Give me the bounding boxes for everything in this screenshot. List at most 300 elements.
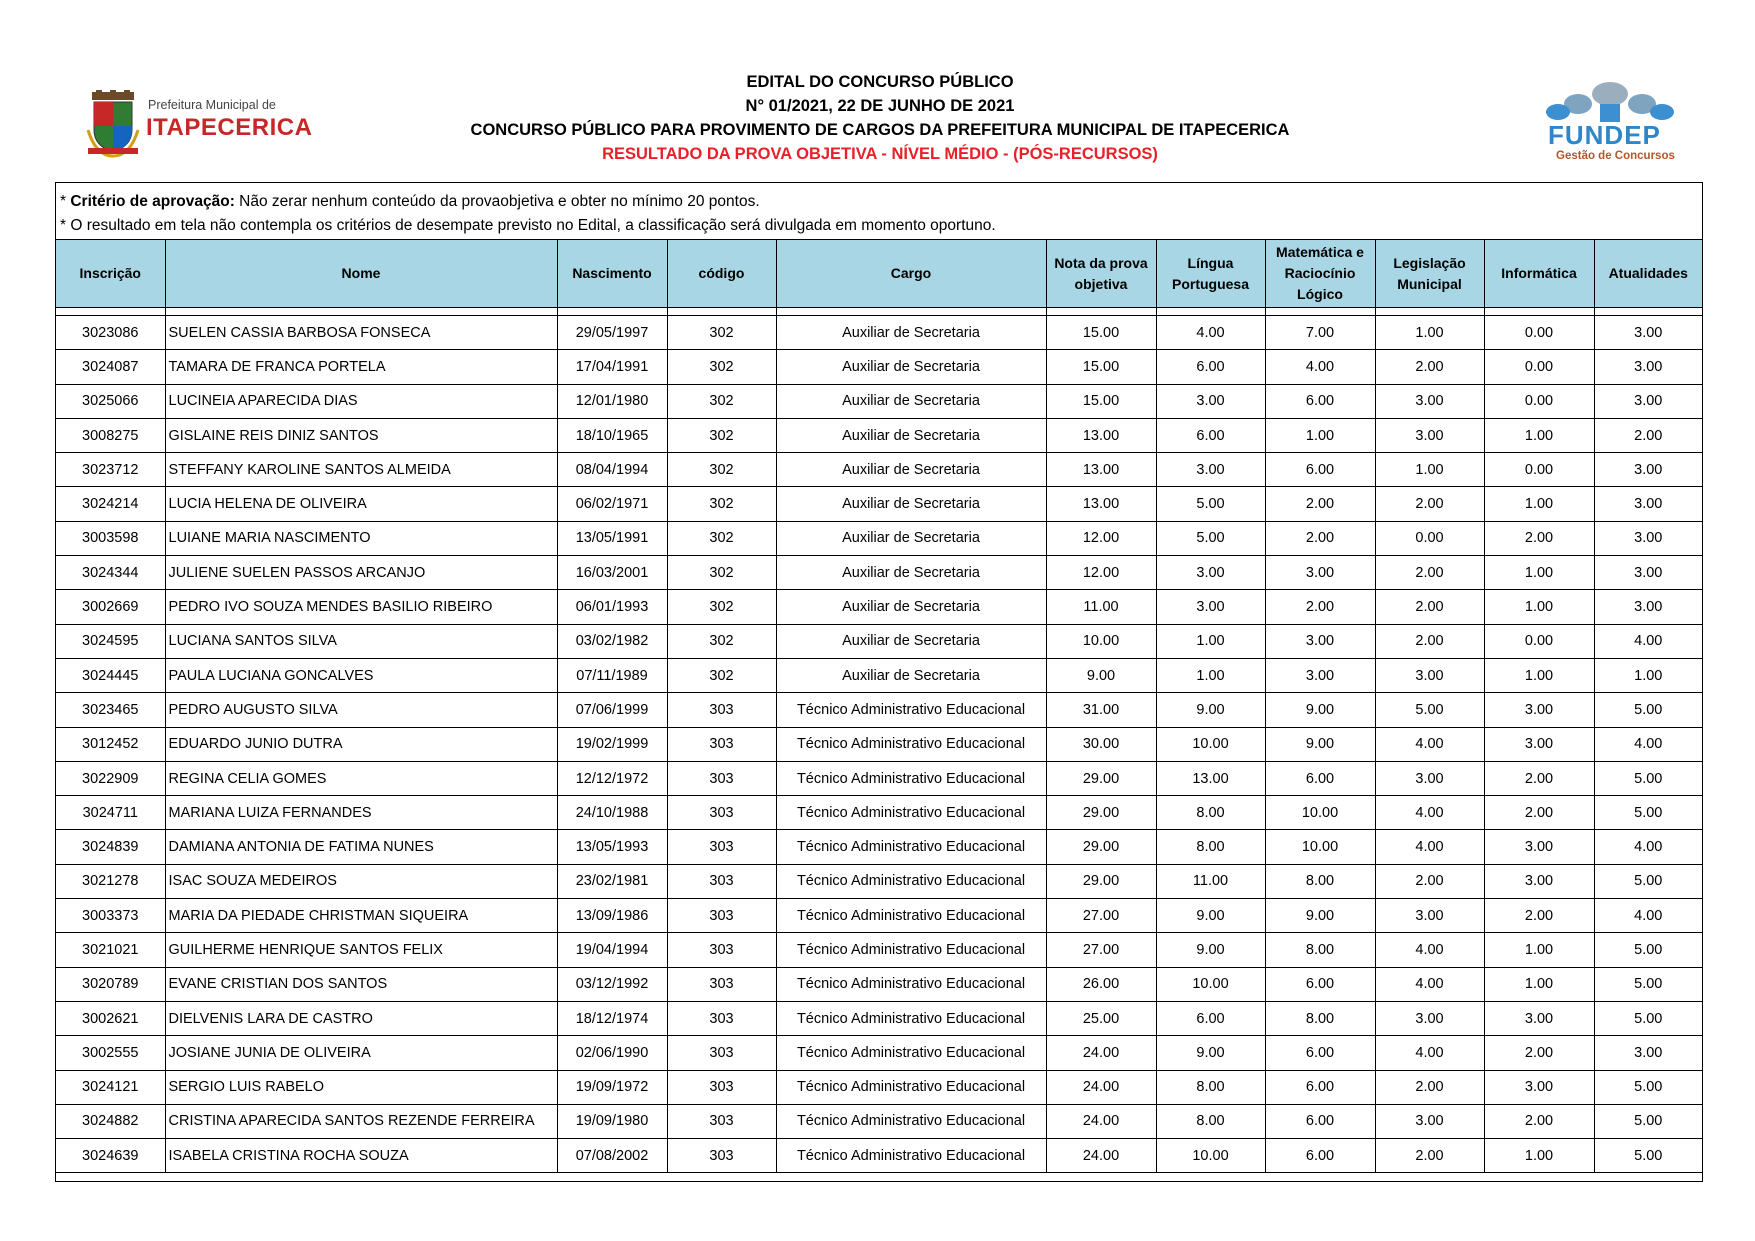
legislacao-cell: 3.00 <box>1375 418 1484 452</box>
codigo-cell: 303 <box>667 796 776 830</box>
fundep-cloud-icon <box>1538 80 1683 124</box>
atualidades-cell: 3.00 <box>1594 521 1702 555</box>
inscricao-cell: 3002669 <box>56 590 165 624</box>
lingua-cell: 4.00 <box>1156 316 1265 350</box>
nascimento-cell: 29/05/1997 <box>557 316 667 350</box>
legislacao-cell: 4.00 <box>1375 933 1484 967</box>
nota-cell: 9.00 <box>1046 658 1156 692</box>
nascimento-cell: 18/12/1974 <box>557 1001 667 1035</box>
nome-cell: JULIENE SUELEN PASSOS ARCANJO <box>165 556 557 590</box>
cargo-cell: Auxiliar de Secretaria <box>776 487 1046 521</box>
legislacao-cell: 3.00 <box>1375 899 1484 933</box>
cargo-cell: Técnico Administrativo Educacional <box>776 727 1046 761</box>
nome-cell: EVANE CRISTIAN DOS SANTOS <box>165 967 557 1001</box>
col-inscricao: Inscrição <box>56 240 165 308</box>
nota-cell: 15.00 <box>1046 384 1156 418</box>
table-header-row <box>56 240 1702 308</box>
nascimento-cell: 13/05/1993 <box>557 830 667 864</box>
nota-cell: 29.00 <box>1046 761 1156 795</box>
atualidades-cell: 5.00 <box>1594 1070 1702 1104</box>
nome-cell: PEDRO IVO SOUZA MENDES BASILIO RIBEIRO <box>165 590 557 624</box>
nome-cell: LUCIANA SANTOS SILVA <box>165 624 557 658</box>
nome-cell: EDUARDO JUNIO DUTRA <box>165 727 557 761</box>
legislacao-cell: 2.00 <box>1375 624 1484 658</box>
nascimento-cell: 19/02/1999 <box>557 727 667 761</box>
nome-cell: GUILHERME HENRIQUE SANTOS FELIX <box>165 933 557 967</box>
results-box <box>55 182 1703 1182</box>
codigo-cell: 302 <box>667 418 776 452</box>
codigo-cell: 302 <box>667 556 776 590</box>
nota-cell: 15.00 <box>1046 316 1156 350</box>
result-title: RESULTADO DA PROVA OBJETIVA - NÍVEL MÉDIO - (PÓS-RECURSOS) <box>602 145 1158 163</box>
nome-cell: PAULA LUCIANA GONCALVES <box>165 658 557 692</box>
informatica-cell: 3.00 <box>1484 1070 1594 1104</box>
lingua-cell: 8.00 <box>1156 796 1265 830</box>
inscricao-cell: 3022909 <box>56 761 165 795</box>
matematica-cell: 6.00 <box>1265 453 1375 487</box>
lingua-cell: 9.00 <box>1156 1036 1265 1070</box>
lingua-cell: 6.00 <box>1156 1001 1265 1035</box>
cargo-cell: Técnico Administrativo Educacional <box>776 864 1046 898</box>
lingua-cell: 10.00 <box>1156 727 1265 761</box>
matematica-cell: 9.00 <box>1265 899 1375 933</box>
nascimento-cell: 06/01/1993 <box>557 590 667 624</box>
codigo-cell: 302 <box>667 590 776 624</box>
nota-cell: 30.00 <box>1046 727 1156 761</box>
concurso-title: CONCURSO PÚBLICO PARA PROVIMENTO DE CARGOS DA PREFEITURA MUNICIPAL DE ITAPECERICA <box>470 121 1290 139</box>
matematica-cell: 8.00 <box>1265 1001 1375 1035</box>
table-row <box>56 1139 1702 1173</box>
informatica-cell: 1.00 <box>1484 1139 1594 1173</box>
col-nome: Nome <box>165 240 557 308</box>
fundep-tagline: Gestão de Concursos <box>1556 150 1675 162</box>
table-row <box>56 521 1702 555</box>
col-atualidades: Atualidades <box>1594 240 1702 308</box>
nome-cell: MARIANA LUIZA FERNANDES <box>165 796 557 830</box>
nascimento-cell: 13/09/1986 <box>557 899 667 933</box>
nascimento-cell: 06/02/1971 <box>557 487 667 521</box>
matematica-cell: 4.00 <box>1265 350 1375 384</box>
inscricao-cell: 3024595 <box>56 624 165 658</box>
lingua-cell: 10.00 <box>1156 1139 1265 1173</box>
col-lingua: Língua Portuguesa <box>1156 240 1265 308</box>
nome-cell: DIELVENIS LARA DE CASTRO <box>165 1001 557 1035</box>
note-tiebreak: * O resultado em tela não contempla os critérios de desempate previsto no Edital, a classificação será divulgada em momento oportuno. <box>60 217 996 234</box>
inscricao-cell: 3020789 <box>56 967 165 1001</box>
lingua-cell: 3.00 <box>1156 384 1265 418</box>
nota-cell: 13.00 <box>1046 487 1156 521</box>
lingua-cell: 11.00 <box>1156 864 1265 898</box>
nascimento-cell: 08/04/1994 <box>557 453 667 487</box>
inscricao-cell: 3024344 <box>56 556 165 590</box>
matematica-cell: 9.00 <box>1265 727 1375 761</box>
codigo-cell: 303 <box>667 830 776 864</box>
matematica-cell: 6.00 <box>1265 967 1375 1001</box>
inscricao-cell: 3023086 <box>56 316 165 350</box>
table-row <box>56 864 1702 898</box>
inscricao-cell: 3002555 <box>56 1036 165 1070</box>
cargo-cell: Técnico Administrativo Educacional <box>776 967 1046 1001</box>
nota-cell: 29.00 <box>1046 830 1156 864</box>
lingua-cell: 9.00 <box>1156 933 1265 967</box>
matematica-cell: 10.00 <box>1265 830 1375 864</box>
informatica-cell: 0.00 <box>1484 624 1594 658</box>
table-row <box>56 796 1702 830</box>
informatica-cell: 3.00 <box>1484 830 1594 864</box>
nome-cell: PEDRO AUGUSTO SILVA <box>165 693 557 727</box>
cargo-cell: Auxiliar de Secretaria <box>776 453 1046 487</box>
lingua-cell: 6.00 <box>1156 418 1265 452</box>
lingua-cell: 1.00 <box>1156 658 1265 692</box>
lingua-cell: 8.00 <box>1156 1104 1265 1138</box>
table-row <box>56 316 1702 350</box>
inscricao-cell: 3023465 <box>56 693 165 727</box>
nascimento-cell: 12/01/1980 <box>557 384 667 418</box>
atualidades-cell: 4.00 <box>1594 899 1702 933</box>
cargo-cell: Técnico Administrativo Educacional <box>776 1001 1046 1035</box>
atualidades-cell: 4.00 <box>1594 727 1702 761</box>
inscricao-cell: 3008275 <box>56 418 165 452</box>
nascimento-cell: 19/09/1980 <box>557 1104 667 1138</box>
table-row <box>56 933 1702 967</box>
legislacao-cell: 2.00 <box>1375 350 1484 384</box>
inscricao-cell: 3024839 <box>56 830 165 864</box>
nota-cell: 27.00 <box>1046 933 1156 967</box>
atualidades-cell: 2.00 <box>1594 418 1702 452</box>
table-row <box>56 658 1702 692</box>
inscricao-cell: 3024214 <box>56 487 165 521</box>
codigo-cell: 303 <box>667 1001 776 1035</box>
informatica-cell: 1.00 <box>1484 933 1594 967</box>
atualidades-cell: 3.00 <box>1594 590 1702 624</box>
matematica-cell: 2.00 <box>1265 521 1375 555</box>
atualidades-cell: 3.00 <box>1594 350 1702 384</box>
lingua-cell: 5.00 <box>1156 487 1265 521</box>
col-legislacao: Legislação Municipal <box>1375 240 1484 308</box>
logo-title: ITAPECERICA <box>146 114 313 141</box>
inscricao-cell: 3002621 <box>56 1001 165 1035</box>
fundep-name: FUNDEP <box>1548 120 1661 150</box>
table-row <box>56 1036 1702 1070</box>
atualidades-cell: 5.00 <box>1594 1001 1702 1035</box>
legislacao-cell: 2.00 <box>1375 864 1484 898</box>
atualidades-cell: 5.00 <box>1594 967 1702 1001</box>
lingua-cell: 8.00 <box>1156 1070 1265 1104</box>
nascimento-cell: 03/12/1992 <box>557 967 667 1001</box>
codigo-cell: 302 <box>667 521 776 555</box>
informatica-cell: 3.00 <box>1484 693 1594 727</box>
cargo-cell: Técnico Administrativo Educacional <box>776 761 1046 795</box>
table-row <box>56 1104 1702 1138</box>
nota-cell: 12.00 <box>1046 521 1156 555</box>
nascimento-cell: 17/04/1991 <box>557 350 667 384</box>
inscricao-cell: 3024639 <box>56 1139 165 1173</box>
matematica-cell: 6.00 <box>1265 1104 1375 1138</box>
atualidades-cell: 3.00 <box>1594 487 1702 521</box>
cargo-cell: Técnico Administrativo Educacional <box>776 693 1046 727</box>
inscricao-cell: 3024711 <box>56 796 165 830</box>
nome-cell: SUELEN CASSIA BARBOSA FONSECA <box>165 316 557 350</box>
table-row <box>56 350 1702 384</box>
lingua-cell: 3.00 <box>1156 556 1265 590</box>
atualidades-cell: 5.00 <box>1594 1139 1702 1173</box>
table-row <box>56 761 1702 795</box>
table-row <box>56 624 1702 658</box>
matematica-cell: 8.00 <box>1265 864 1375 898</box>
cargo-cell: Auxiliar de Secretaria <box>776 590 1046 624</box>
matematica-cell: 10.00 <box>1265 796 1375 830</box>
lingua-cell: 3.00 <box>1156 453 1265 487</box>
matematica-cell: 6.00 <box>1265 761 1375 795</box>
matematica-cell: 9.00 <box>1265 693 1375 727</box>
matematica-cell: 7.00 <box>1265 316 1375 350</box>
results-table <box>56 239 1702 1173</box>
matematica-cell: 2.00 <box>1265 590 1375 624</box>
table-row <box>56 1070 1702 1104</box>
nascimento-cell: 13/05/1991 <box>557 521 667 555</box>
table-row <box>56 899 1702 933</box>
codigo-cell: 302 <box>667 624 776 658</box>
codigo-cell: 303 <box>667 727 776 761</box>
atualidades-cell: 3.00 <box>1594 384 1702 418</box>
nota-cell: 31.00 <box>1046 693 1156 727</box>
legislacao-cell: 3.00 <box>1375 658 1484 692</box>
lingua-cell: 1.00 <box>1156 624 1265 658</box>
atualidades-cell: 5.00 <box>1594 761 1702 795</box>
codigo-cell: 302 <box>667 384 776 418</box>
nome-cell: ISAC SOUZA MEDEIROS <box>165 864 557 898</box>
codigo-cell: 303 <box>667 1104 776 1138</box>
nascimento-cell: 12/12/1972 <box>557 761 667 795</box>
inscricao-cell: 3021021 <box>56 933 165 967</box>
atualidades-cell: 3.00 <box>1594 1036 1702 1070</box>
cargo-cell: Técnico Administrativo Educacional <box>776 1070 1046 1104</box>
nascimento-cell: 19/09/1972 <box>557 1070 667 1104</box>
cargo-cell: Auxiliar de Secretaria <box>776 418 1046 452</box>
inscricao-cell: 3025066 <box>56 384 165 418</box>
nota-cell: 11.00 <box>1046 590 1156 624</box>
nota-cell: 12.00 <box>1046 556 1156 590</box>
cargo-cell: Técnico Administrativo Educacional <box>776 933 1046 967</box>
informatica-cell: 1.00 <box>1484 590 1594 624</box>
note-approval: * Critério de aprovação: Não zerar nenhum conteúdo da provaobjetiva e obter no mínimo 20 pontos. <box>60 193 760 210</box>
inscricao-cell: 3003373 <box>56 899 165 933</box>
legislacao-cell: 2.00 <box>1375 1139 1484 1173</box>
codigo-cell: 303 <box>667 933 776 967</box>
inscricao-cell: 3021278 <box>56 864 165 898</box>
lingua-cell: 13.00 <box>1156 761 1265 795</box>
informatica-cell: 0.00 <box>1484 316 1594 350</box>
legislacao-cell: 3.00 <box>1375 384 1484 418</box>
codigo-cell: 303 <box>667 967 776 1001</box>
codigo-cell: 303 <box>667 1070 776 1104</box>
lingua-cell: 6.00 <box>1156 350 1265 384</box>
lingua-cell: 9.00 <box>1156 899 1265 933</box>
nota-cell: 25.00 <box>1046 1001 1156 1035</box>
nascimento-cell: 07/11/1989 <box>557 658 667 692</box>
legislacao-cell: 0.00 <box>1375 521 1484 555</box>
codigo-cell: 303 <box>667 864 776 898</box>
informatica-cell: 1.00 <box>1484 967 1594 1001</box>
informatica-cell: 1.00 <box>1484 556 1594 590</box>
matematica-cell: 3.00 <box>1265 624 1375 658</box>
codigo-cell: 303 <box>667 1036 776 1070</box>
table-row <box>56 967 1702 1001</box>
cargo-cell: Técnico Administrativo Educacional <box>776 830 1046 864</box>
table-row <box>56 556 1702 590</box>
legislacao-cell: 4.00 <box>1375 967 1484 1001</box>
cargo-cell: Técnico Administrativo Educacional <box>776 1104 1046 1138</box>
nascimento-cell: 07/08/2002 <box>557 1139 667 1173</box>
codigo-cell: 303 <box>667 899 776 933</box>
cargo-cell: Auxiliar de Secretaria <box>776 316 1046 350</box>
nome-cell: SERGIO LUIS RABELO <box>165 1070 557 1104</box>
nome-cell: GISLAINE REIS DINIZ SANTOS <box>165 418 557 452</box>
col-nascimento: Nascimento <box>557 240 667 308</box>
inscricao-cell: 3024087 <box>56 350 165 384</box>
legislacao-cell: 2.00 <box>1375 590 1484 624</box>
nome-cell: ISABELA CRISTINA ROCHA SOUZA <box>165 1139 557 1173</box>
informatica-cell: 1.00 <box>1484 487 1594 521</box>
table-row <box>56 418 1702 452</box>
legislacao-cell: 2.00 <box>1375 556 1484 590</box>
informatica-cell: 2.00 <box>1484 796 1594 830</box>
nota-cell: 13.00 <box>1046 453 1156 487</box>
atualidades-cell: 5.00 <box>1594 864 1702 898</box>
matematica-cell: 2.00 <box>1265 487 1375 521</box>
document-header <box>380 70 1380 166</box>
atualidades-cell: 5.00 <box>1594 933 1702 967</box>
nota-cell: 29.00 <box>1046 864 1156 898</box>
inscricao-cell: 3024121 <box>56 1070 165 1104</box>
informatica-cell: 3.00 <box>1484 727 1594 761</box>
informatica-cell: 3.00 <box>1484 1001 1594 1035</box>
atualidades-cell: 5.00 <box>1594 796 1702 830</box>
table-row <box>56 693 1702 727</box>
informatica-cell: 1.00 <box>1484 418 1594 452</box>
inscricao-cell: 3024882 <box>56 1104 165 1138</box>
matematica-cell: 8.00 <box>1265 933 1375 967</box>
nascimento-cell: 07/06/1999 <box>557 693 667 727</box>
matematica-cell: 6.00 <box>1265 1070 1375 1104</box>
atualidades-cell: 4.00 <box>1594 830 1702 864</box>
nome-cell: REGINA CELIA GOMES <box>165 761 557 795</box>
inscricao-cell: 3023712 <box>56 453 165 487</box>
legislacao-cell: 1.00 <box>1375 316 1484 350</box>
cargo-cell: Técnico Administrativo Educacional <box>776 796 1046 830</box>
nota-cell: 24.00 <box>1046 1036 1156 1070</box>
legislacao-cell: 2.00 <box>1375 1070 1484 1104</box>
nota-cell: 24.00 <box>1046 1139 1156 1173</box>
nota-cell: 27.00 <box>1046 899 1156 933</box>
cargo-cell: Técnico Administrativo Educacional <box>776 1036 1046 1070</box>
nome-cell: TAMARA DE FRANCA PORTELA <box>165 350 557 384</box>
cargo-cell: Auxiliar de Secretaria <box>776 658 1046 692</box>
table-row <box>56 487 1702 521</box>
atualidades-cell: 3.00 <box>1594 453 1702 487</box>
edital-title: EDITAL DO CONCURSO PÚBLICO <box>746 73 1014 91</box>
cargo-cell: Auxiliar de Secretaria <box>776 384 1046 418</box>
informatica-cell: 3.00 <box>1484 864 1594 898</box>
inscricao-cell: 3012452 <box>56 727 165 761</box>
nota-cell: 26.00 <box>1046 967 1156 1001</box>
nome-cell: JOSIANE JUNIA DE OLIVEIRA <box>165 1036 557 1070</box>
atualidades-cell: 1.00 <box>1594 658 1702 692</box>
lingua-cell: 8.00 <box>1156 830 1265 864</box>
atualidades-cell: 3.00 <box>1594 316 1702 350</box>
nome-cell: LUIANE MARIA NASCIMENTO <box>165 521 557 555</box>
atualidades-cell: 5.00 <box>1594 1104 1702 1138</box>
matematica-cell: 3.00 <box>1265 556 1375 590</box>
codigo-cell: 303 <box>667 761 776 795</box>
nascimento-cell: 18/10/1965 <box>557 418 667 452</box>
col-cargo: Cargo <box>776 240 1046 308</box>
atualidades-cell: 3.00 <box>1594 556 1702 590</box>
prefeitura-logo <box>86 90 313 158</box>
informatica-cell: 2.00 <box>1484 899 1594 933</box>
lingua-cell: 10.00 <box>1156 967 1265 1001</box>
codigo-cell: 303 <box>667 693 776 727</box>
col-codigo: código <box>667 240 776 308</box>
atualidades-cell: 5.00 <box>1594 693 1702 727</box>
cargo-cell: Técnico Administrativo Educacional <box>776 1139 1046 1173</box>
nascimento-cell: 03/02/1982 <box>557 624 667 658</box>
nota-cell: 13.00 <box>1046 418 1156 452</box>
nome-cell: CRISTINA APARECIDA SANTOS REZENDE FERREIRA <box>165 1104 557 1138</box>
informatica-cell: 0.00 <box>1484 384 1594 418</box>
spacer-row <box>56 308 1702 316</box>
col-matematica: Matemática e Raciocínio Lógico <box>1265 240 1375 308</box>
legislacao-cell: 5.00 <box>1375 693 1484 727</box>
nota-cell: 10.00 <box>1046 624 1156 658</box>
col-informatica: Informática <box>1484 240 1594 308</box>
matematica-cell: 6.00 <box>1265 1036 1375 1070</box>
legislacao-cell: 1.00 <box>1375 453 1484 487</box>
legislacao-cell: 4.00 <box>1375 830 1484 864</box>
cargo-cell: Auxiliar de Secretaria <box>776 350 1046 384</box>
fundep-logo <box>1538 80 1683 168</box>
lingua-cell: 5.00 <box>1156 521 1265 555</box>
col-nota: Nota da prova objetiva <box>1046 240 1156 308</box>
informatica-cell: 2.00 <box>1484 1104 1594 1138</box>
nascimento-cell: 16/03/2001 <box>557 556 667 590</box>
table-row <box>56 830 1702 864</box>
nota-cell: 24.00 <box>1046 1104 1156 1138</box>
codigo-cell: 302 <box>667 487 776 521</box>
informatica-cell: 2.00 <box>1484 521 1594 555</box>
legislacao-cell: 3.00 <box>1375 1104 1484 1138</box>
logo-subtitle: Prefeitura Municipal de <box>148 98 276 112</box>
informatica-cell: 1.00 <box>1484 658 1594 692</box>
nascimento-cell: 02/06/1990 <box>557 1036 667 1070</box>
cargo-cell: Auxiliar de Secretaria <box>776 624 1046 658</box>
cargo-cell: Auxiliar de Secretaria <box>776 521 1046 555</box>
nota-cell: 29.00 <box>1046 796 1156 830</box>
codigo-cell: 302 <box>667 658 776 692</box>
legislacao-cell: 4.00 <box>1375 796 1484 830</box>
nome-cell: LUCINEIA APARECIDA DIAS <box>165 384 557 418</box>
nascimento-cell: 23/02/1981 <box>557 864 667 898</box>
informatica-cell: 0.00 <box>1484 350 1594 384</box>
notes <box>56 183 1702 239</box>
legislacao-cell: 3.00 <box>1375 1001 1484 1035</box>
table-row <box>56 590 1702 624</box>
nome-cell: STEFFANY KAROLINE SANTOS ALMEIDA <box>165 453 557 487</box>
matematica-cell: 1.00 <box>1265 418 1375 452</box>
legislacao-cell: 2.00 <box>1375 487 1484 521</box>
inscricao-cell: 3024445 <box>56 658 165 692</box>
legislacao-cell: 4.00 <box>1375 1036 1484 1070</box>
